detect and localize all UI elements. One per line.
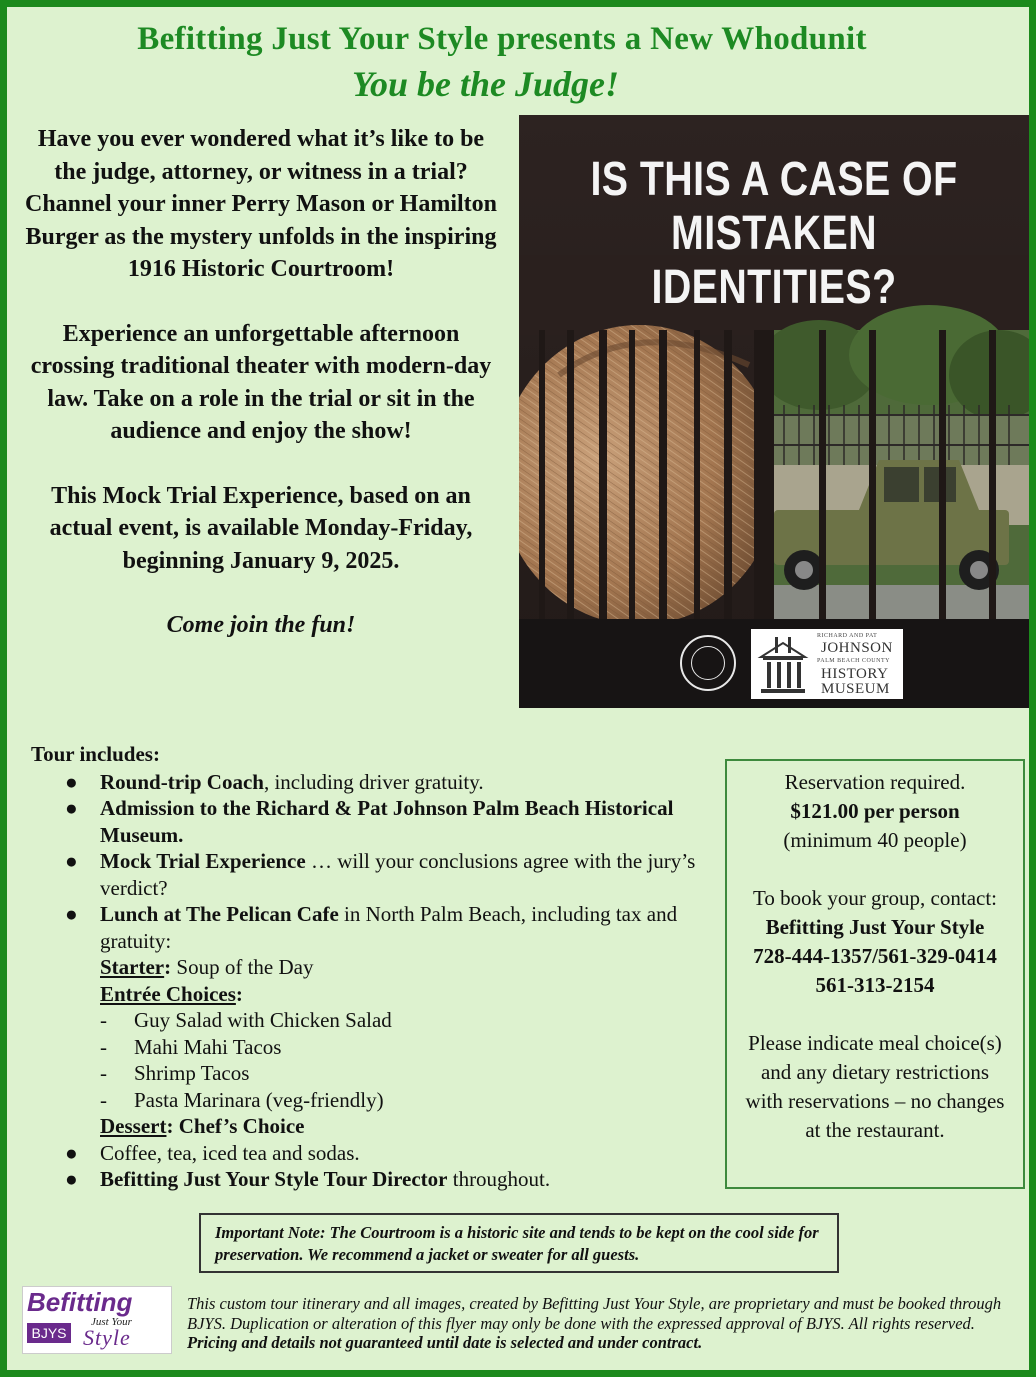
bjys-logo: [22, 1286, 172, 1354]
reservation-box: [725, 759, 1025, 1189]
tour-includes-heading: Tour includes:: [31, 742, 160, 766]
contact-intro: To book your group, contact:: [752, 886, 998, 910]
important-note: Important Note: The Courtroom is a historic site and tends to be kept on the cool side for preservation. We recommend a jacket or sweater for all guests.: [199, 1213, 839, 1273]
museum-logo-name-2: HISTORY: [821, 666, 889, 682]
intro-paragraph-3: This Mock Trial Experience, based on an actual event, is available Monday-Friday, beginning January 9, 2025.: [49, 482, 473, 574]
list-item: ● Coffee, tea, iced tea and sodas.: [65, 1140, 360, 1165]
reservation-required: Reservation required.: [784, 770, 966, 794]
poster-logo-bar: [519, 619, 1029, 708]
entree-option: - Guy Salad with Chicken Salad: [100, 1008, 392, 1032]
museum-logo-name-1: JOHNSON: [821, 640, 893, 656]
bullet-icon: ●: [65, 902, 78, 926]
bullet-icon: ●: [65, 849, 78, 873]
entree-option: - Shrimp Tacos: [100, 1061, 250, 1085]
list-item: ● Admission to the Richard & Pat Johnson Palm Beach Historical Museum.: [65, 796, 674, 847]
bullet-icon: ●: [65, 769, 78, 794]
intro-call-to-action: Come join the fun!: [166, 612, 356, 638]
poster-headline-line-1: IS THIS A CASE OF: [590, 153, 958, 206]
contact-phone-1: 728-444-1357/561-329-0414: [753, 944, 997, 968]
bjys-logo-abbr: BJYS: [27, 1323, 71, 1343]
museum-logo-name-3: MUSEUM: [821, 681, 890, 697]
contact-company: Befitting Just Your Style: [765, 915, 985, 939]
bjys-logo-small: Just Your: [91, 1316, 132, 1328]
history-museum-logo: [751, 629, 903, 699]
list-item: ● Round-trip Coach, including driver gratuity.: [65, 769, 484, 794]
list-item: ● Lunch at The Pelican Cafe in North Palm Beach, including tax and gratuity: Starter: Soup of the Day Entrée Choices: - Guy Salad with Chicken Salad - Mahi Mahi Tacos - Shrimp Tacos - Pasta Marinara (veg-friendly) Dessert: Chef’s Choice: [31, 901, 711, 1140]
entree-option: - Pasta Marinara (veg-friendly): [100, 1087, 384, 1112]
meal-choice-note: Please indicate meal choice(s) and any dietary restrictions with reservations – no changes at the restaurant.: [745, 1031, 1005, 1142]
list-item: ● Mock Trial Experience … will your conclusions agree with the jury’s verdict?: [65, 849, 696, 900]
bjys-logo-word: Befitting: [27, 1287, 133, 1317]
poster-headline-line-2: MISTAKEN IDENTITIES?: [651, 207, 897, 314]
museum-logo-mid-text: PALM BEACH COUNTY: [817, 658, 890, 664]
bullet-icon: ●: [65, 1140, 78, 1165]
list-item: ● Befitting Just Your Style Tour Director throughout.: [65, 1167, 551, 1191]
price-per-person: $121.00 per person: [790, 799, 960, 823]
intro-paragraph-1: Have you ever wondered what it’s like to be the judge, attorney, or witness in a trial? Channel your inner Perry Mason or Hamilton Burger as the mystery unfolds in the inspiring 1916 Historic Courtroom!: [24, 126, 497, 282]
bullet-icon: ●: [65, 796, 78, 820]
lunch-dessert: Dessert: Chef’s Choice: [100, 1114, 305, 1138]
tour-includes-section: [31, 741, 711, 1193]
flyer-subtitle: You be the Judge!: [352, 64, 620, 104]
entree-option: - Mahi Mahi Tacos: [100, 1034, 282, 1059]
intro-text: [21, 123, 501, 674]
historical-society-seal-icon: [680, 635, 736, 691]
lunch-starter: Starter: Soup of the Day: [100, 955, 314, 979]
intro-paragraph-2: Experience an unforgettable afternoon crossing traditional theater with modern-day law. Take on a role in the trial or sit in the audience and enjoy the show!: [30, 320, 492, 444]
minimum-group-size: (minimum 40 people): [783, 828, 967, 852]
bullet-icon: ●: [65, 1167, 78, 1191]
flyer-title: Befitting Just Your Style presents a New Whodunit: [137, 21, 867, 57]
museum-building-icon: [755, 635, 811, 695]
poster-headline: [565, 153, 983, 315]
lunch-entree-heading: Entrée Choices:: [100, 981, 243, 1006]
contact-phone-2: 561-313-2154: [815, 973, 935, 997]
event-poster: [519, 115, 1029, 708]
disclaimer-text: This custom tour itinerary and all images, created by Befitting Just Your Style, are proprietary and must be booked through BJYS. Duplication or alteration of this flyer may only be done with the expressed approval of BJYS. All rights reserved. Pricing and details not guaranteed until date is selected and under contract.: [187, 1294, 1002, 1352]
tour-includes-list: [31, 769, 711, 1193]
museum-logo-top-text: RICHARD AND PAT: [817, 633, 878, 639]
bjys-logo-script: Style: [83, 1325, 131, 1350]
